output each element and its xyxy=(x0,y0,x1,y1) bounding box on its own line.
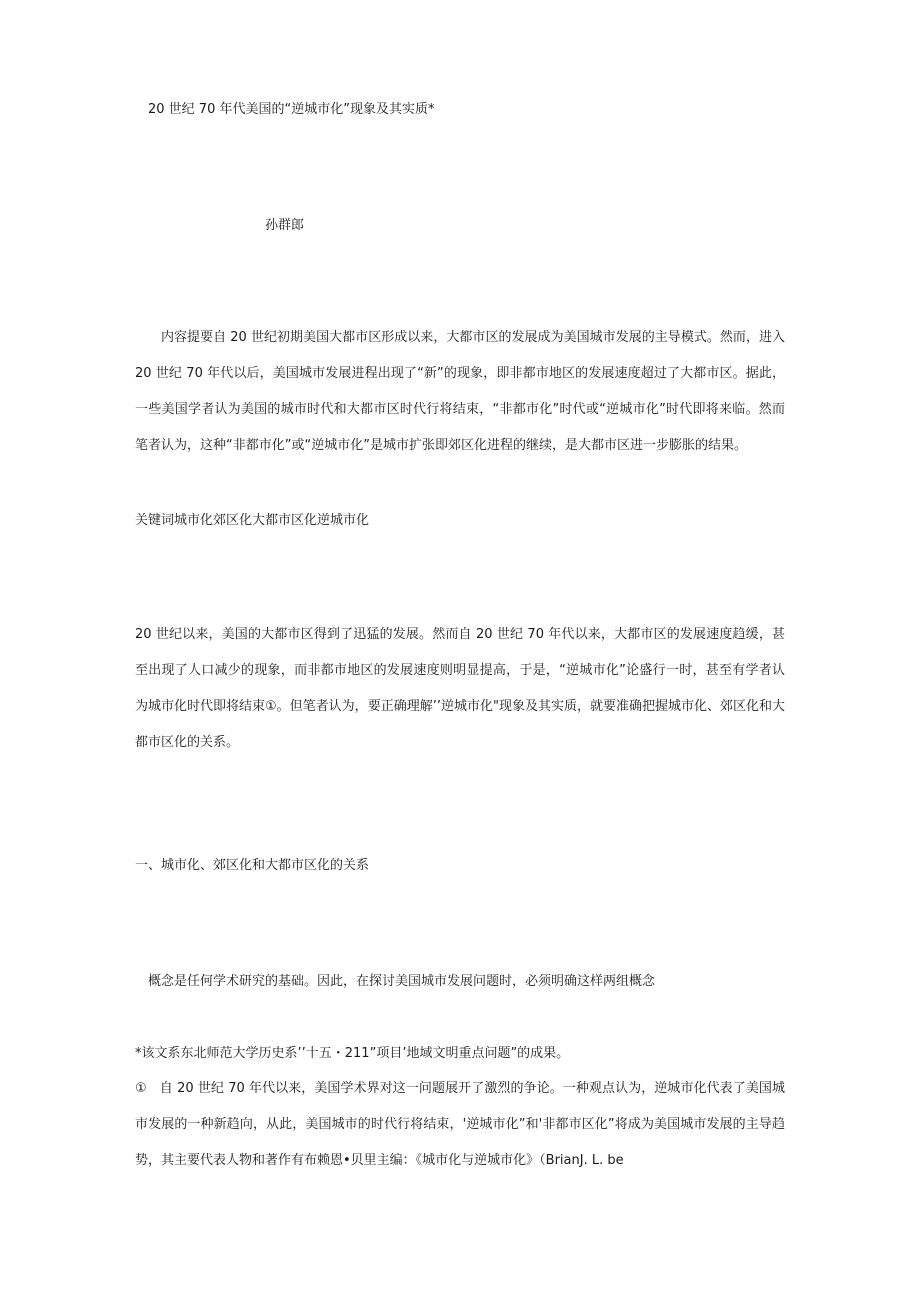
footnote-star: *该文系东北师范大学历史系’’十五・211”项目’地域文明重点问题”的成果。 xyxy=(135,1046,570,1061)
footnote-1: ① 自 20 世纪 70 年代以来，美国学术界对这一问题展开了激烈的争论。一种观点认为，逆城市化代表了美国城市发展的一种新趋向，从此，美国城市的时代行将结束，'逆城市化”和'非都市区化”将成为美国城市发展的主导趋势，其主要代表人物和著作有布赖恩•贝里主编：《城市化与逆城市化》（BrianJ. L. be xyxy=(135,1081,785,1168)
section-heading: 一、城市化、郊区化和大都市区化的关系 xyxy=(135,858,370,873)
keywords-line: 关键词城市化郊区化大都市区化逆城市化 xyxy=(135,513,370,528)
abstract-paragraph: 内容提要自 20 世纪初期美国大都市区形成以来，大都市区的发展成为美国城市发展的主导模式。然而，进入 20 世纪 70 年代以后，美国城市发展进程出现了“新”的现象，即非都市地区的发展速度超过了大都市区。据此，一些美国学者认为美国的城市时代和大都市区时代行将结束，“非都市化”时代或“逆城市化”时代即将来临。然而笔者认为，这种“非都市化”或“逆城市化”是城市扩张即郊区化进程的继续，是大都市区进一步膨胀的结果。 xyxy=(135,330,785,453)
article-title: 20 世纪 70 年代美国的“逆城市化”现象及其实质* xyxy=(148,102,435,117)
intro-paragraph: 20 世纪以来，美国的大都市区得到了迅猛的发展。然而自 20 世纪 70 年代以来，大都市区的发展速度趋缓，甚至出现了人口减少的现象，而非都市地区的发展速度则明显提高，于是，“逆城市化”论盛行一时，甚至有学者认为城市化时代即将结束①。但笔者认为，要正确理解’’逆城市化"现象及其实质，就要准确把握城市化、郊区化和大都市区化的关系。 xyxy=(135,627,785,750)
section-paragraph: 概念是任何学术研究的基础。因此，在探讨美国城市发展问题时，必须明确这样两组概念 xyxy=(148,974,656,989)
author-name: 孙群郎 xyxy=(265,218,305,233)
